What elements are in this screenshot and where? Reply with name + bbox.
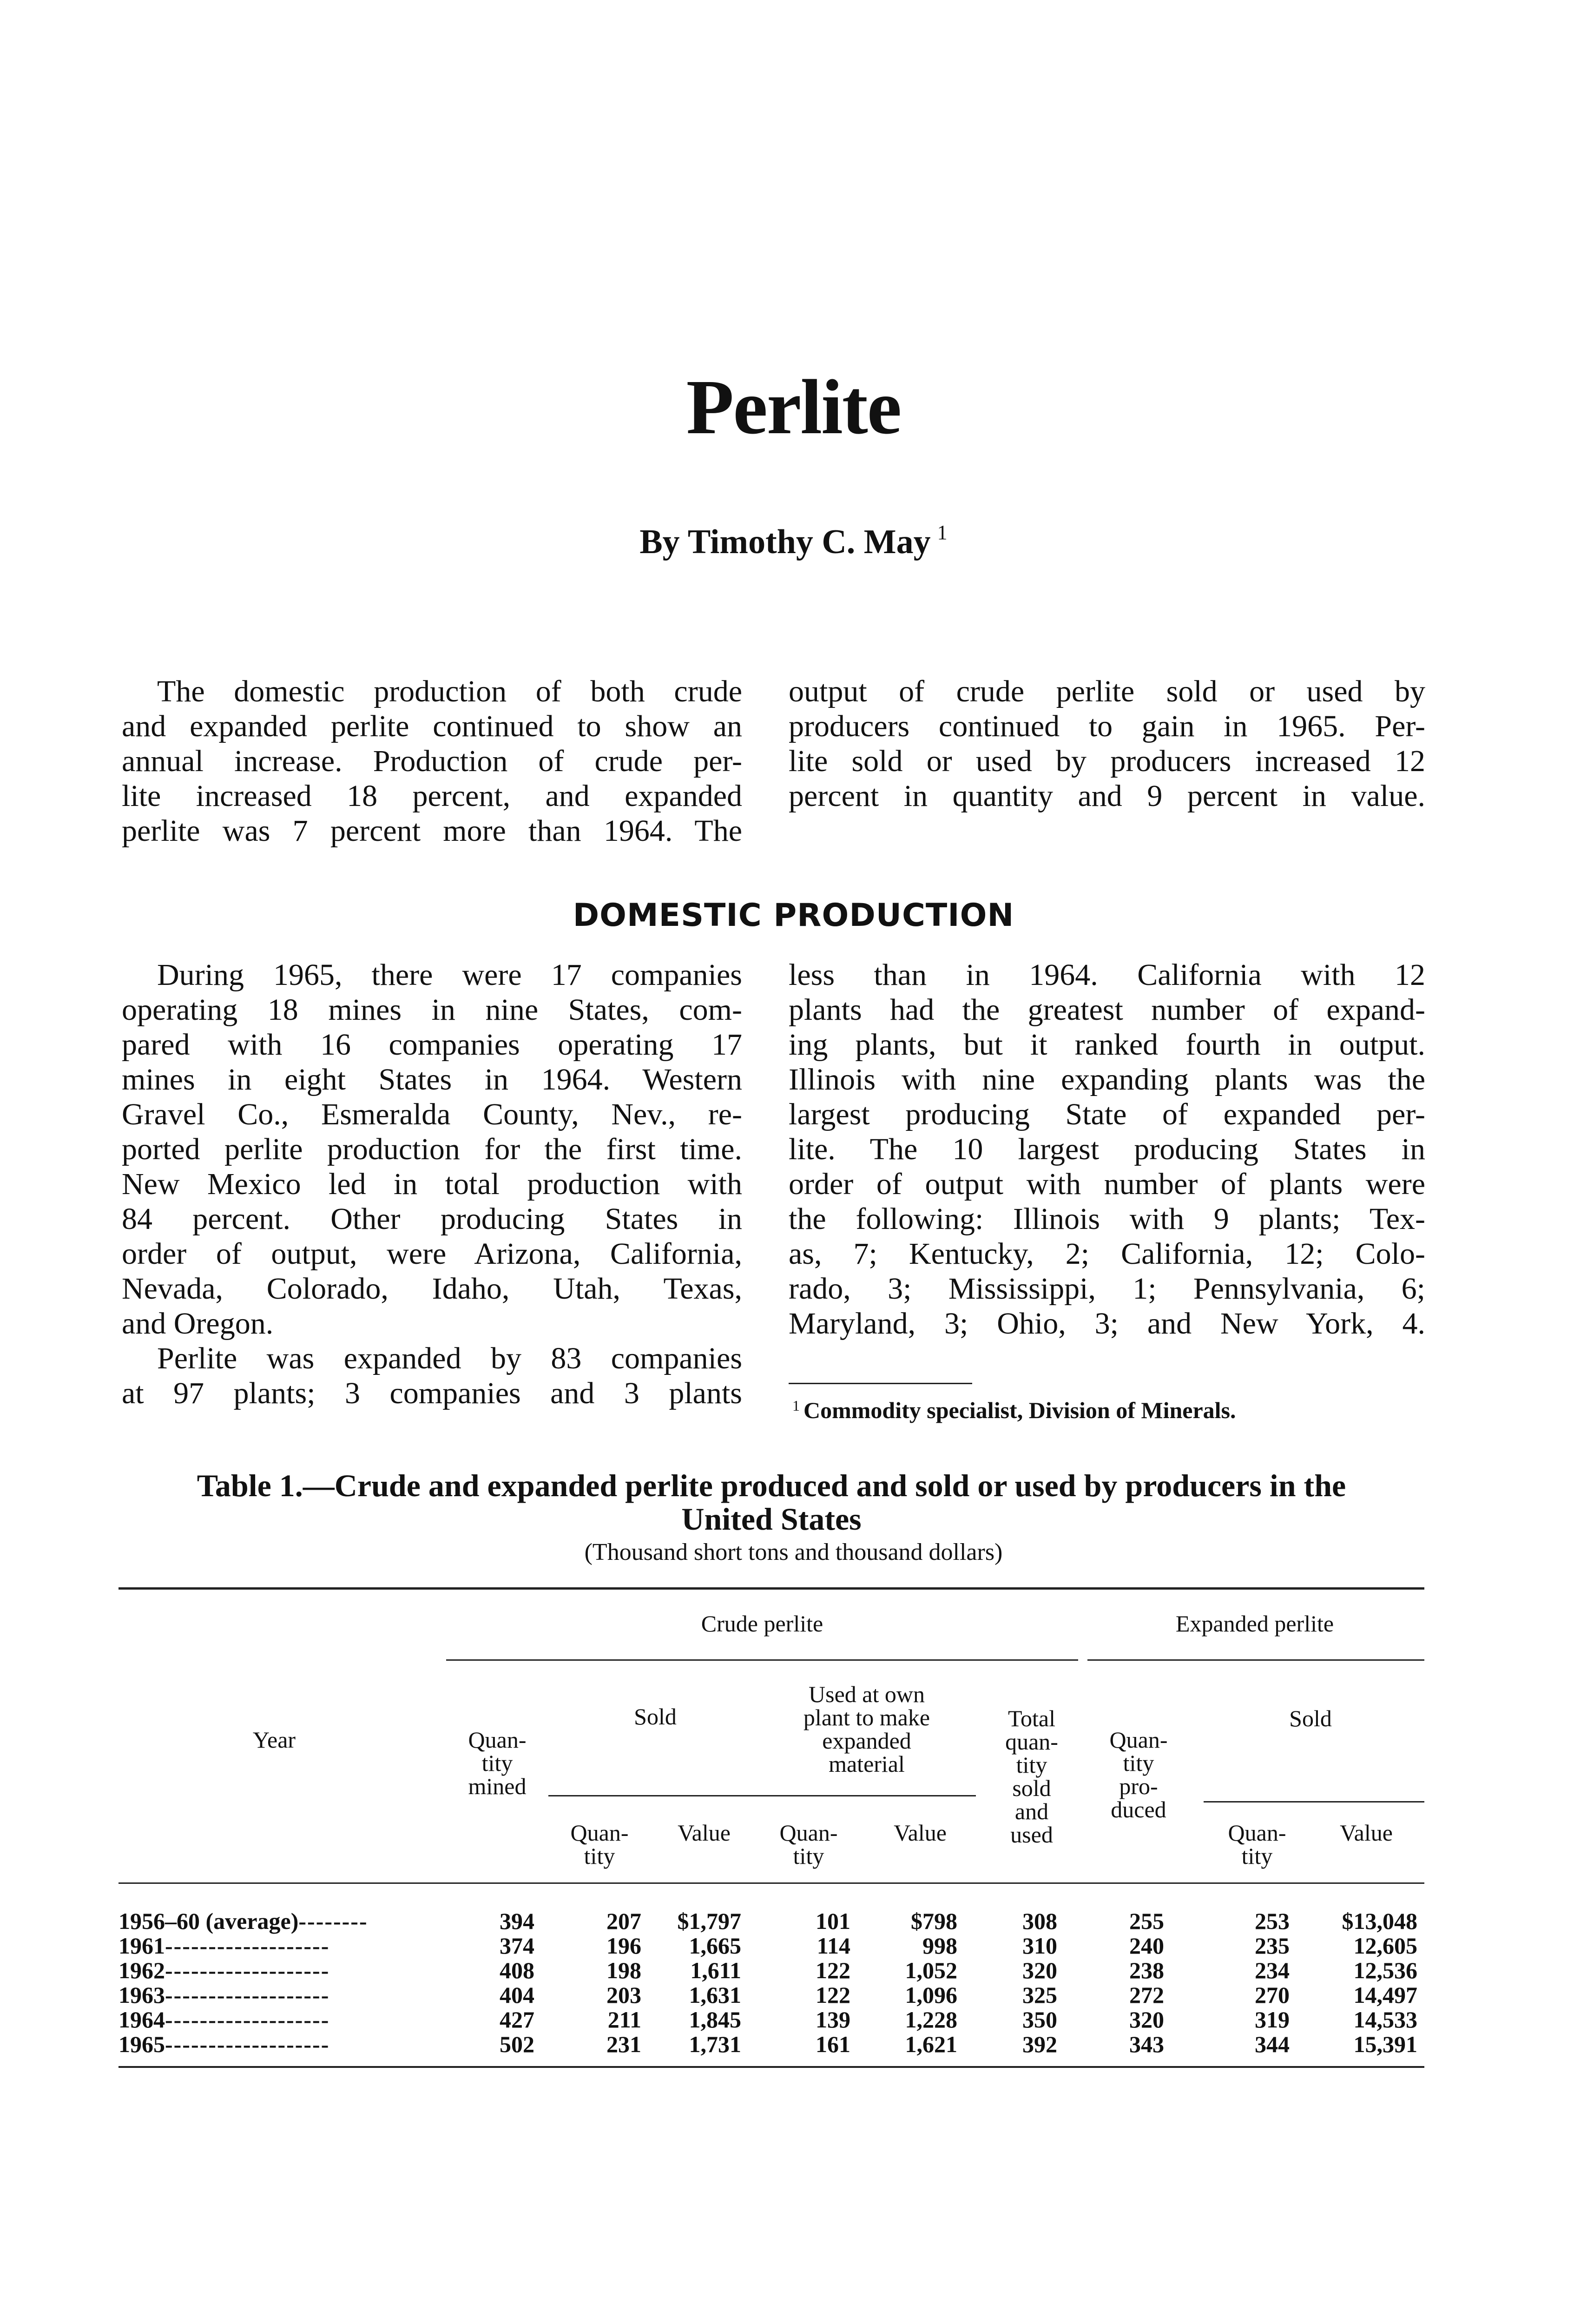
leader-dots: ------------------- xyxy=(165,2007,330,2033)
cell-mined: 427 xyxy=(500,2007,534,2033)
cell-used-qty: 139 xyxy=(816,2007,850,2033)
text-line: During 1965, there were 17 companies xyxy=(157,958,742,992)
header-sold-value: Value xyxy=(678,1820,731,1846)
crude-sold-rule xyxy=(548,1795,976,1796)
cell-sold-val: 1,731 xyxy=(689,2031,741,2057)
header-used-value: Value xyxy=(894,1820,947,1846)
leader-dots: ------------------- xyxy=(165,2031,330,2057)
text-line: the following: Illinois with 9 plants; Tex- xyxy=(789,1202,1425,1236)
header-used-own-plant: plant to make xyxy=(803,1704,930,1730)
cell-mined: 502 xyxy=(500,2031,534,2057)
cell-used-val: 1,621 xyxy=(905,2031,957,2057)
cell-exp-val: 15,391 xyxy=(1353,2031,1417,2057)
text-line: pared with 16 companies operating 17 xyxy=(122,1028,742,1062)
row-year-label xyxy=(119,2008,462,2031)
cell-used-qty: 161 xyxy=(816,2031,850,2057)
leader-dots: -------- xyxy=(298,1908,368,1934)
cell-total: 310 xyxy=(1022,1933,1057,1959)
text-line: plants had the greatest number of expand- xyxy=(789,993,1425,1027)
cell-total: 320 xyxy=(1022,1957,1057,1983)
byline xyxy=(0,521,1587,562)
text-line: Perlite was expanded by 83 companies xyxy=(157,1341,742,1375)
header-quantity-produced: duced xyxy=(1111,1796,1166,1822)
header-used-own-plant: Used at own xyxy=(809,1681,925,1707)
cell-sold-val: 1,845 xyxy=(689,2007,741,2033)
cell-used-qty: 101 xyxy=(816,1908,850,1934)
header-quantity-produced: Quan- xyxy=(1109,1727,1168,1753)
cell-used-val: 1,052 xyxy=(905,1957,957,1983)
cell-used-qty: 114 xyxy=(817,1933,850,1959)
cell-exp-qty: 344 xyxy=(1255,2031,1290,2057)
cell-sold-qty: 203 xyxy=(606,1982,641,2008)
cell-mined: 374 xyxy=(500,1933,534,1959)
footnote-text: Commodity specialist, Division of Minerals. xyxy=(803,1397,1236,1423)
paragraph xyxy=(122,674,742,848)
year-text: 1962 xyxy=(119,1957,165,1983)
text-line: The domestic production of both crude xyxy=(157,674,742,708)
cell-sold-val: $1,797 xyxy=(677,1908,741,1934)
cell-sold-qty: 207 xyxy=(606,1908,641,1934)
year-text: 1965 xyxy=(119,2031,165,2057)
text-line: rado, 3; Mississippi, 1; Pennsylvania, 6; xyxy=(789,1272,1425,1306)
header-expanded-sold: Sold xyxy=(1289,1705,1332,1731)
cell-sold-val: 1,665 xyxy=(689,1933,741,1959)
cell-exp-qty: 234 xyxy=(1255,1957,1290,1983)
cell-exp-prod: 343 xyxy=(1129,2031,1164,2057)
text-line: ing plants, but it ranked fourth in output. xyxy=(789,1028,1425,1062)
header-used-quantity: tity xyxy=(793,1843,824,1869)
cell-sold-val: 1,631 xyxy=(689,1982,741,2008)
cell-sold-val: 1,611 xyxy=(690,1957,741,1983)
header-quantity-produced: tity xyxy=(1123,1750,1154,1776)
text-line: annual increase. Production of crude per- xyxy=(122,744,742,778)
table-title-line-2: United States xyxy=(681,1501,862,1537)
paragraph xyxy=(789,674,1425,813)
author-name: By Timothy C. May xyxy=(639,523,931,561)
year-text: 1964 xyxy=(119,2007,165,2033)
header-quantity-mined: Quan- xyxy=(468,1727,527,1753)
header-total-sold-used: quan- xyxy=(1005,1729,1058,1755)
header-crude-perlite: Crude perlite xyxy=(701,1611,823,1637)
cell-mined: 408 xyxy=(500,1957,534,1983)
text-line: Maryland, 3; Ohio, 3; and New York, 4. xyxy=(789,1307,1425,1340)
header-quantity-mined: mined xyxy=(468,1773,527,1799)
text-line: lite. The 10 largest producing States in xyxy=(789,1132,1425,1166)
domestic-production-left-column xyxy=(122,957,742,1411)
header-sold-quantity: tity xyxy=(584,1843,615,1869)
text-line: and expanded perlite continued to show an xyxy=(122,709,742,743)
year-text: 1963 xyxy=(119,1982,165,2008)
header-exp-quantity: tity xyxy=(1241,1843,1273,1869)
header-used-own-plant: material xyxy=(829,1751,905,1777)
row-year-label xyxy=(119,1934,462,1957)
text-line: perlite was 7 percent more than 1964. The xyxy=(122,814,742,848)
cell-used-qty: 122 xyxy=(816,1957,850,1983)
header-quantity-mined: tity xyxy=(481,1750,513,1776)
header-expanded-perlite: Expanded perlite xyxy=(1175,1611,1334,1637)
text-line: order of output with number of plants were xyxy=(789,1167,1425,1201)
cell-used-val: 998 xyxy=(922,1933,957,1959)
cell-exp-prod: 240 xyxy=(1129,1933,1164,1959)
byline-footnote-ref: 1 xyxy=(937,521,948,544)
header-exp-value: Value xyxy=(1340,1820,1393,1846)
header-sold-quantity: Quan- xyxy=(570,1820,629,1846)
paragraph xyxy=(789,957,1425,1341)
text-line: output of crude perlite sold or used by xyxy=(789,674,1425,708)
cell-exp-prod: 320 xyxy=(1129,2007,1164,2033)
cell-mined: 394 xyxy=(500,1908,534,1934)
text-line: Nevada, Colorado, Idaho, Utah, Texas, xyxy=(122,1272,742,1306)
cell-sold-qty: 196 xyxy=(606,1933,641,1959)
cell-sold-qty: 198 xyxy=(606,1957,641,1983)
header-total-sold-used: and xyxy=(1014,1798,1049,1824)
cell-exp-val: $13,048 xyxy=(1342,1908,1417,1934)
header-quantity-produced: pro- xyxy=(1119,1773,1158,1799)
cell-total: 350 xyxy=(1022,2007,1057,2033)
text-line: percent in quantity and 9 percent in value. xyxy=(789,779,1425,813)
table-title-line-1: Table 1.—Crude and expanded perlite produced and sold or used by producers in the xyxy=(197,1468,1346,1503)
footnote-number: 1 xyxy=(792,1397,800,1414)
cell-used-val: 1,096 xyxy=(905,1982,957,2008)
text-line: producers continued to gain in 1965. Per- xyxy=(789,709,1425,743)
text-line: Gravel Co., Esmeralda County, Nev., re- xyxy=(122,1097,742,1131)
text-line: lite increased 18 percent, and expanded xyxy=(122,779,742,813)
header-total-sold-used: Total xyxy=(1008,1705,1056,1731)
cell-exp-qty: 270 xyxy=(1255,1982,1290,2008)
header-used-quantity: Quan- xyxy=(779,1820,838,1846)
crude-group-rule xyxy=(446,1659,1078,1661)
row-year-label xyxy=(119,1983,462,2007)
cell-exp-val: 12,605 xyxy=(1353,1933,1417,1959)
section-heading: DOMESTIC PRODUCTION xyxy=(573,897,1014,934)
expanded-group-rule xyxy=(1087,1659,1424,1661)
leader-dots: ------------------- xyxy=(165,1933,330,1959)
text-line: Illinois with nine expanding plants was the xyxy=(789,1063,1425,1096)
text-line: at 97 plants; 3 companies and 3 plants xyxy=(122,1376,742,1410)
intro-paragraph-right xyxy=(789,674,1425,813)
domestic-production-right-column xyxy=(789,957,1425,1341)
cell-exp-qty: 319 xyxy=(1255,2007,1290,2033)
header-total-sold-used: tity xyxy=(1016,1752,1047,1778)
leader-dots: ------------------- xyxy=(165,1982,330,2008)
cell-total: 308 xyxy=(1022,1908,1057,1934)
cell-total: 325 xyxy=(1022,1982,1057,2008)
cell-sold-qty: 231 xyxy=(606,2031,641,2057)
text-line: lite sold or used by producers increased 12 xyxy=(789,744,1425,778)
year-text: 1961 xyxy=(119,1933,165,1959)
text-line: as, 7; Kentucky, 2; California, 12; Colo- xyxy=(789,1237,1425,1271)
table-top-rule xyxy=(119,1587,1424,1590)
text-line: and Oregon. xyxy=(122,1307,274,1340)
header-bottom-rule xyxy=(119,1882,1424,1884)
text-line: 84 percent. Other producing States in xyxy=(122,1202,742,1236)
cell-exp-prod: 272 xyxy=(1129,1982,1164,2008)
row-year-label xyxy=(119,1909,462,1933)
cell-exp-qty: 235 xyxy=(1255,1933,1290,1959)
text-line: mines in eight States in 1964. Western xyxy=(122,1063,742,1096)
text-line: largest producing State of expanded per- xyxy=(789,1097,1425,1131)
header-total-sold-used: used xyxy=(1010,1822,1053,1848)
text-line: operating 18 mines in nine States, com- xyxy=(122,993,742,1027)
cell-exp-val: 12,536 xyxy=(1353,1957,1417,1983)
text-line: order of output, were Arizona, California, xyxy=(122,1237,742,1271)
header-crude-sold: Sold xyxy=(634,1703,677,1730)
header-exp-quantity: Quan- xyxy=(1228,1820,1286,1846)
table-subtitle: (Thousand short tons and thousand dollars) xyxy=(584,1539,1003,1565)
table-title xyxy=(119,1469,1424,1536)
cell-mined: 404 xyxy=(500,1982,534,2008)
table-bottom-rule xyxy=(119,2066,1424,2068)
header-used-own-plant: expanded xyxy=(822,1728,911,1754)
intro-paragraph-left xyxy=(122,674,742,848)
header-total-sold-used: sold xyxy=(1012,1775,1051,1801)
cell-used-val: $798 xyxy=(911,1908,957,1934)
header-year: Year xyxy=(252,1727,296,1753)
text-line: ported perlite production for the first time. xyxy=(122,1132,742,1166)
footnote xyxy=(792,1397,1424,1424)
paragraph xyxy=(122,1341,742,1411)
cell-exp-val: 14,533 xyxy=(1353,2007,1417,2033)
cell-exp-prod: 255 xyxy=(1129,1908,1164,1934)
year-text: 1956–60 (average) xyxy=(119,1908,299,1934)
footnote-rule xyxy=(789,1383,972,1384)
cell-total: 392 xyxy=(1022,2031,1057,2057)
leader-dots: ------------------- xyxy=(165,1957,330,1983)
cell-used-val: 1,228 xyxy=(905,2007,957,2033)
cell-used-qty: 122 xyxy=(816,1982,850,2008)
row-year-label xyxy=(119,2033,462,2056)
text-line: New Mexico led in total production with xyxy=(122,1167,742,1201)
expanded-sold-rule xyxy=(1204,1801,1424,1802)
paragraph xyxy=(122,957,742,1341)
page-title: Perlite xyxy=(686,364,901,450)
text-line: less than in 1964. California with 12 xyxy=(789,958,1425,992)
cell-sold-qty: 211 xyxy=(607,2007,641,2033)
cell-exp-prod: 238 xyxy=(1129,1957,1164,1983)
cell-exp-val: 14,497 xyxy=(1353,1982,1417,2008)
row-year-label xyxy=(119,1959,462,1982)
cell-exp-qty: 253 xyxy=(1255,1908,1290,1934)
